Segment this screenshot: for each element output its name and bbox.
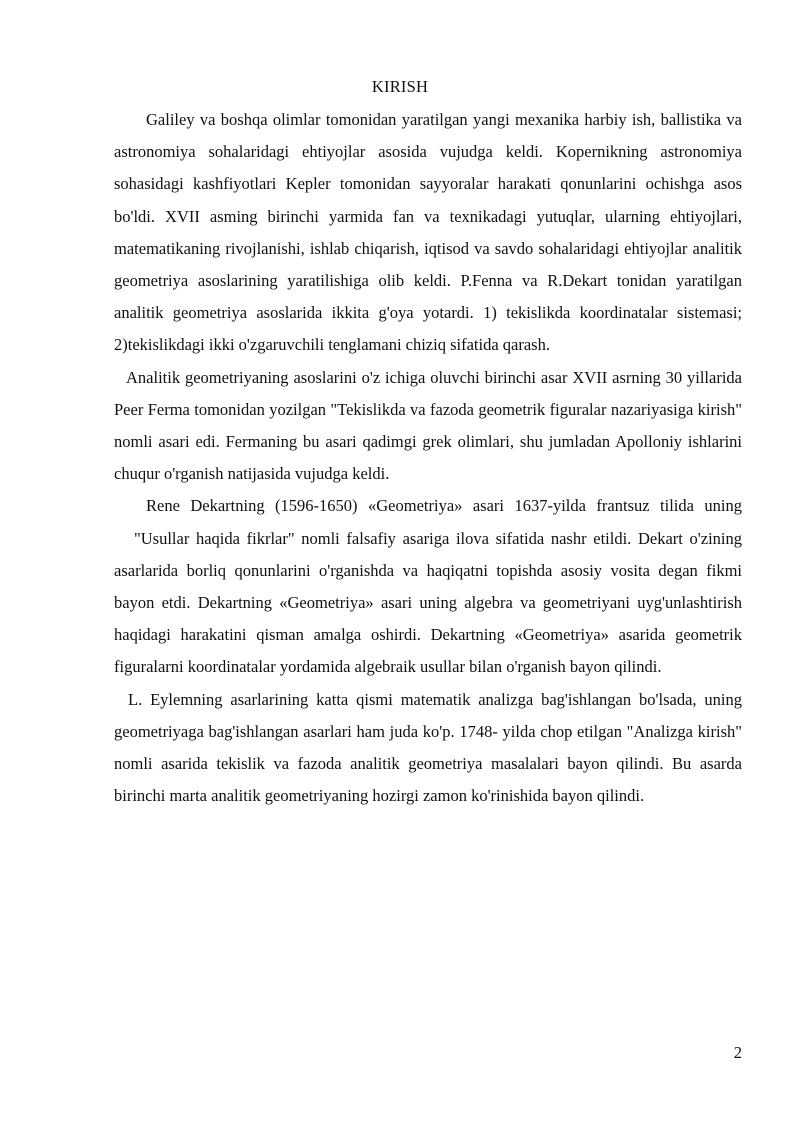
paragraph-ferma: Analitik geometriyaning asoslarini o'z ichiga oluvchi birinchi asar XVII asrning 30 yillarida Peer Ferma tomonidan yozilgan "Tekislikda va fazoda geometrik figuralar nazariyasiga kirish" nomli asari edi. Fermaning bu asari qadimgi grek olimlari, shu jumladan Apolloniy ishlarini chuqur o'rganish natijasida vujudga keldi. [114, 367, 742, 484]
paragraph-galiley: Galiley va boshqa olimlar tomonidan yaratilgan yangi mexanika harbiy ish, ballistika va astronomiya sohalaridagi ehtiyojlar asosida vujudga keldi. Kopernikning astronomiya sohasidagi kashfiyotlari Kepler tomonidan sayyoralar harakati qonunlarini ochishga asos bo'ldi. XVII asming birinchi yarmida fan va texnikadagi yutuqlar, ularning ehtiyojlari, matematikaning rivojlanishi, ishlab chiqarish, iqtisod va savdo sohalaridagi ehtiyojlar analitik geometriya asoslarining yaratilishiga olib keldi. P.Fenna va R.Dekart tonidan yaratilgan analitik geometriya asoslarida ikkita g'oya yotardi. 1) tekislikda koordinatalar sistemasi; 2)tekislikdagi ikki o'zgaruvchili tenglamani chiziq sifatida qarash. [114, 110, 742, 355]
page-number: 2 [733, 1043, 742, 1062]
paragraph-eyler: L. Eylemning asarlarining katta qismi matematik analizga bag'ishlangan bo'lsada, uning geometriyaga bag'ishlangan asarlari ham juda ko'p. 1748- yilda chop etilgan "Analizga kirish" nomli asarida tekislik va fazoda analitik geometriya masalalari bayon qilindi. Bu asarda birinchi marta analitik geometriyaning hozirgi zamon ko'rinishida bayon qilindi. [114, 689, 742, 806]
document-body [114, 104, 742, 812]
page-title: KIRISH [371, 77, 429, 96]
paragraph-dekart: Rene Dekartning (1596-1650) «Geometriya» asari 1637-yilda frantsuz tilida uning "Usullar haqida fikrlar" nomli falsafiy asariga ilova sifatida nashr etildi. Dekart o'zining asarlarida borliq qonunlarini o'rganishda va haqiqatni topishda asosiy vosita degan fikmi bayon etdi. Dekartning «Geometriya» asari uning algebra va geometriyani uyg'unlashtirish haqidagi harakatini qisman amalga oshirdi. Dekartning «Geometriya» asarida geometrik figuralarni koordinatalar yordamida algebraik usullar bilan o'rganish bayon qilindi. [114, 496, 742, 677]
